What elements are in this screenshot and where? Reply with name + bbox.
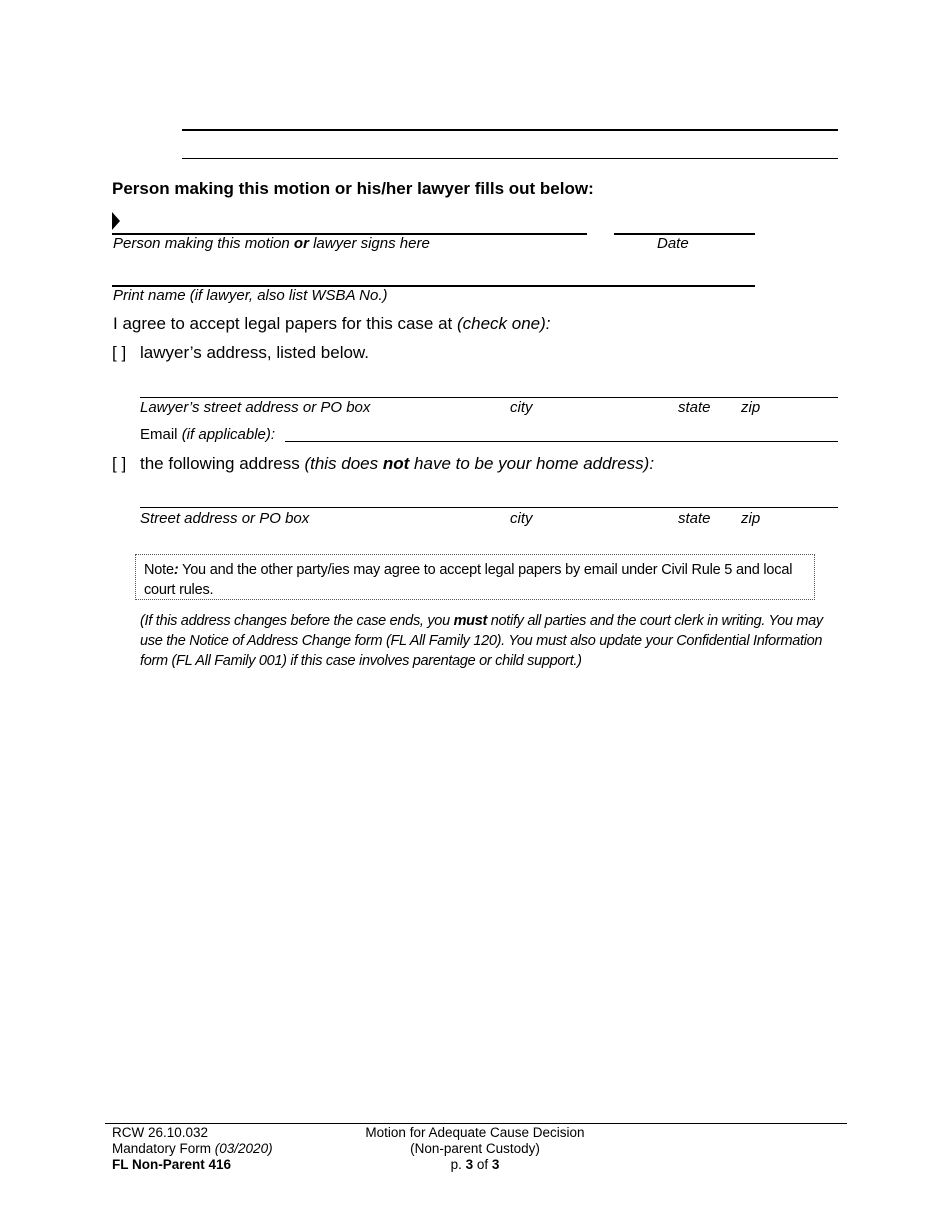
other-state-label: state — [678, 510, 711, 527]
other-address-line[interactable] — [140, 507, 838, 508]
lawyer-street-label: Lawyer’s street address or PO box — [140, 399, 371, 416]
other-street-label: Street address or PO box — [140, 510, 310, 527]
footer-form-id: FL Non-Parent 416 — [112, 1157, 232, 1172]
print-name-label: Print name (if lawyer, also list WSBA No.) — [113, 287, 388, 304]
footer-title-line2: (Non-parent Custody) — [410, 1141, 540, 1156]
note-box: Note: You and the other party/ies may agree to accept legal papers by email under Civil Rule 5 and local court rules. — [135, 554, 815, 600]
address-change-instructions: (If this address changes before the case ends, you must notify all parties and the court clerk in writing. You may use the Notice of Address Change form (FL All Family 120). You must also update your Confidential Information form (FL All Family 001) if this case involves parentage or child support.) — [140, 613, 823, 669]
lawyer-address-option-label: lawyer’s address, listed below. — [140, 343, 369, 362]
other-address-option-label: the following address (this does not have to be your home address): — [140, 454, 655, 473]
section-heading: Person making this motion or his/her lawyer fills out below: — [112, 179, 594, 198]
lawyer-address-line[interactable] — [140, 397, 838, 398]
agree-statement: I agree to accept legal papers for this case at (check one): — [113, 314, 551, 333]
top-blank-line-1[interactable] — [182, 129, 838, 131]
lawyer-state-label: state — [678, 399, 711, 416]
sign-here-arrow-icon — [112, 212, 120, 230]
footer-left — [112, 1125, 273, 1173]
lawyer-zip-label: zip — [741, 399, 761, 416]
lawyer-address-checkbox[interactable]: [ ] — [112, 343, 127, 362]
other-city-label: city — [510, 510, 533, 527]
footer-page-number: p. 3 of 3 — [450, 1157, 500, 1172]
email-line[interactable] — [285, 441, 838, 442]
other-zip-label: zip — [741, 510, 761, 527]
email-label: Email (if applicable): — [140, 426, 276, 443]
lawyer-city-label: city — [510, 399, 533, 416]
footer-title-line1: Motion for Adequate Cause Decision — [365, 1125, 585, 1140]
footer-rcw: RCW 26.10.032 — [112, 1125, 209, 1140]
top-blank-line-2[interactable] — [182, 158, 838, 159]
footer-rule — [105, 1123, 847, 1124]
footer-center — [330, 1125, 620, 1173]
other-address-checkbox[interactable]: [ ] — [112, 454, 127, 473]
date-label: Date — [657, 235, 689, 252]
signature-label: Person making this motion or lawyer signs here — [113, 235, 430, 252]
footer-mandatory: Mandatory Form (03/2020) — [112, 1141, 273, 1156]
